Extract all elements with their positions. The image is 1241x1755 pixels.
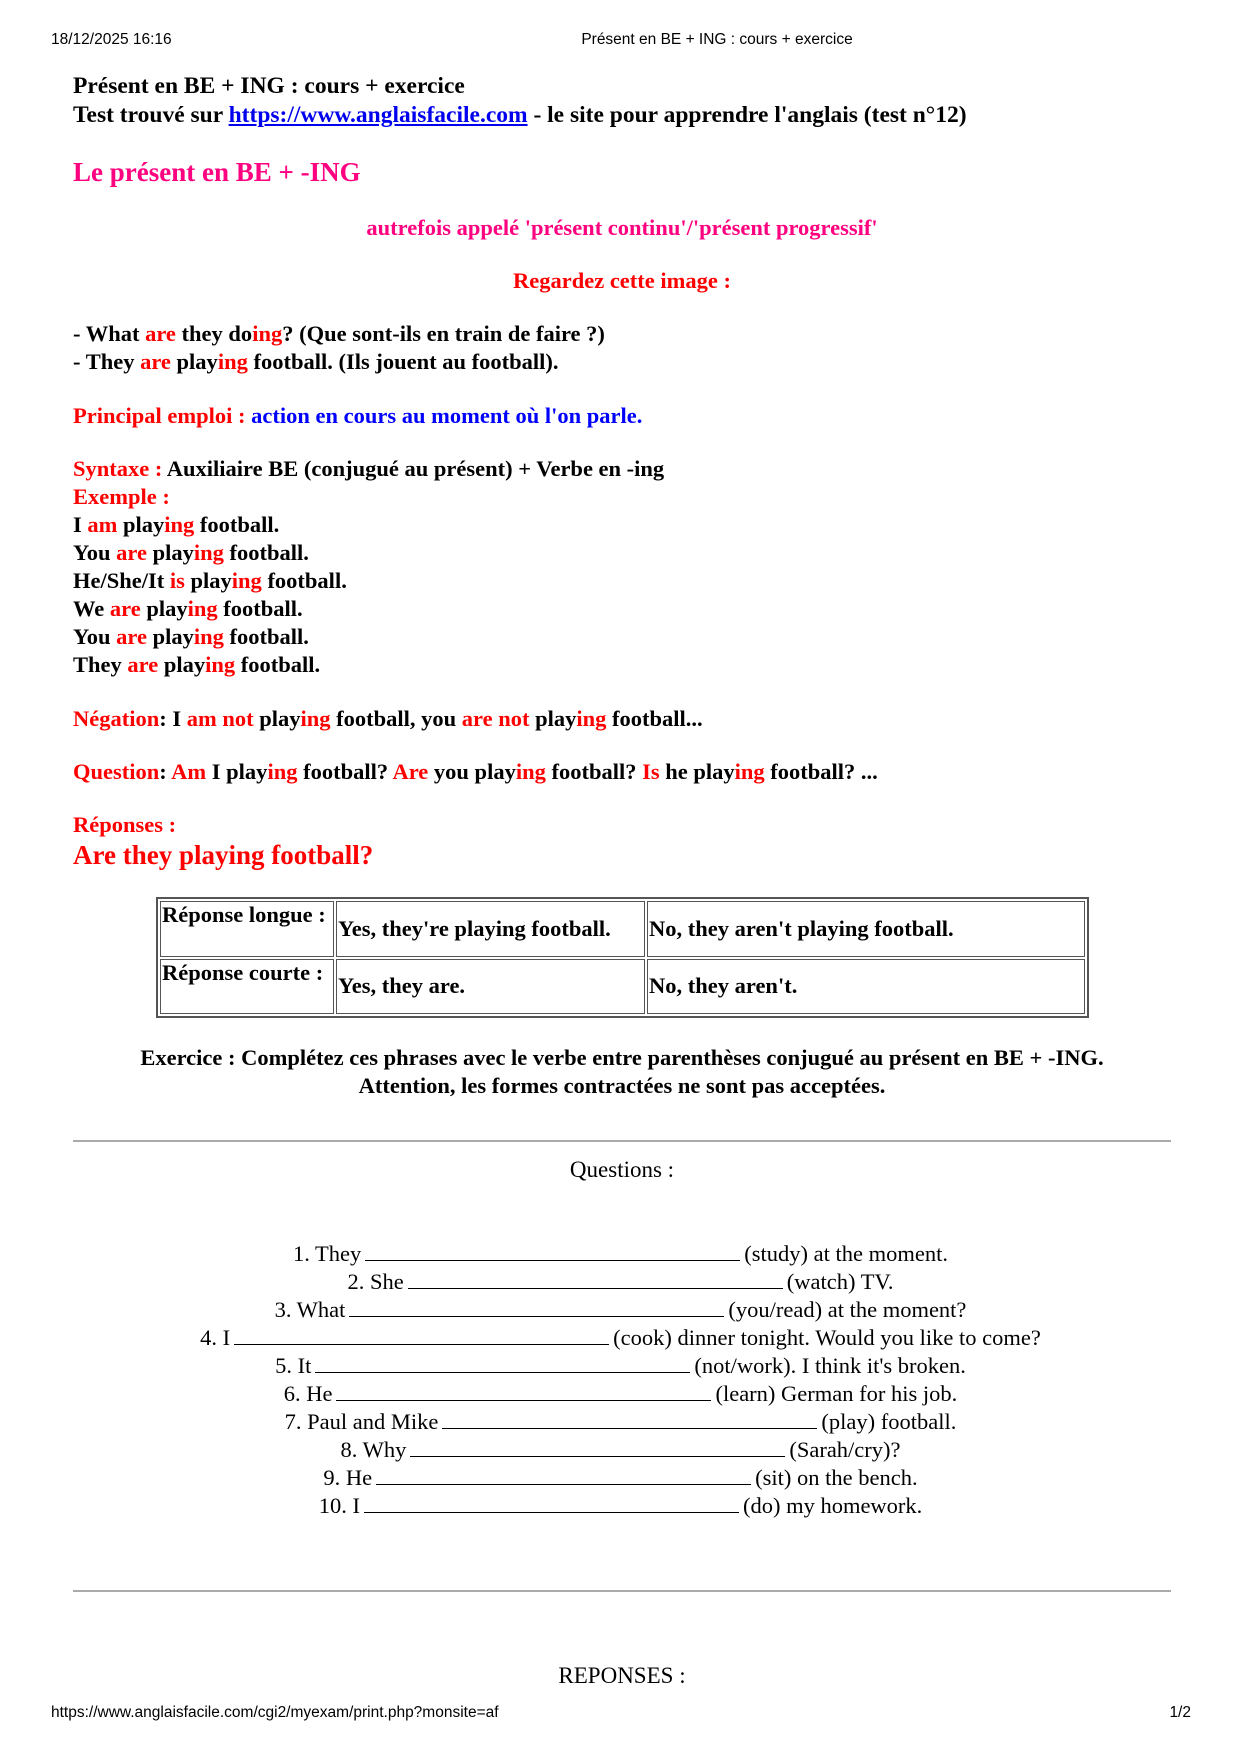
text-segment: - What	[73, 321, 146, 346]
question-prefix: 2. She	[347, 1269, 404, 1294]
usage-text: action en cours au moment où l'on parle.	[251, 403, 643, 428]
answer-blank[interactable]	[364, 1492, 739, 1513]
intro-title: Présent en BE + ING : cours + exercice	[73, 73, 465, 99]
text-segment: You	[73, 624, 117, 649]
question-suffix: (play) football.	[821, 1409, 957, 1434]
text-segment: play	[146, 540, 194, 565]
page-number: 1/2	[1169, 1704, 1191, 1721]
question-item	[0, 1268, 1241, 1296]
answers-question: Are they playing football?	[73, 840, 374, 870]
question-prefix: 10. I	[318, 1493, 360, 1518]
intro	[73, 72, 967, 130]
question-suffix: (learn) German for his job.	[715, 1381, 958, 1406]
question-item	[0, 1380, 1241, 1408]
text-segment: you play	[428, 759, 516, 784]
text-segment: You	[73, 540, 117, 565]
table-cell: No, they aren't.	[647, 959, 1085, 1015]
image-label: Regardez cette image :	[512, 268, 731, 293]
question-item	[0, 1492, 1241, 1520]
text-segment: are	[140, 349, 171, 374]
syntax-label: Syntaxe :	[73, 456, 167, 481]
exercise-line-1: Exercice : Complétez ces phrases avec le verbe entre parenthèses conjugué au présent en BE + -ING.	[140, 1045, 1104, 1070]
text-segment: football. (Ils jouent au football).	[247, 349, 559, 374]
text-segment: ing	[515, 759, 546, 784]
example-line	[73, 651, 664, 679]
text-segment: ing	[300, 706, 331, 731]
text-segment: Am	[171, 759, 207, 784]
syntax-text: Auxiliaire BE (conjugué au présent) + Verbe en -ing	[166, 456, 665, 481]
text-segment: football.	[261, 568, 347, 593]
text-segment: they do	[175, 321, 253, 346]
text-segment: football.	[223, 540, 309, 565]
text-segment: am not	[186, 706, 254, 731]
text-segment: I play	[206, 759, 268, 784]
text-segment: ing	[252, 321, 283, 346]
text-segment: football.	[217, 596, 303, 621]
text-segment: play	[184, 568, 232, 593]
question-item	[0, 1436, 1241, 1464]
intro-found-suffix: - le site pour apprendre l'anglais (test n°12)	[527, 102, 967, 128]
text-segment: play	[529, 706, 577, 731]
answer-blank[interactable]	[349, 1296, 724, 1317]
text-segment: ? (Que sont-ils en train de faire ?)	[282, 321, 605, 346]
text-segment: is	[169, 568, 185, 593]
divider	[73, 1140, 1171, 1142]
question-prefix: 8. Why	[340, 1437, 407, 1462]
text-segment: football.	[194, 512, 280, 537]
example-line	[73, 511, 664, 539]
print-datetime: 18/12/2025 16:16	[51, 31, 172, 48]
text-segment: are	[116, 540, 147, 565]
answer-blank[interactable]	[408, 1268, 783, 1289]
usage-label: Principal emploi :	[73, 403, 252, 428]
text-segment: ing	[187, 596, 218, 621]
question-item	[0, 1296, 1241, 1324]
questions-heading: Questions :	[569, 1157, 675, 1182]
question-item	[0, 1240, 1241, 1268]
text-segment: play	[170, 349, 218, 374]
question-prefix: 6. He	[283, 1381, 333, 1406]
answer-blank[interactable]	[376, 1464, 751, 1485]
question-suffix: (not/work). I think it's broken.	[694, 1353, 966, 1378]
example-line	[73, 595, 664, 623]
text-segment: ing	[734, 759, 765, 784]
usage	[73, 402, 642, 430]
lesson-subtitle: autrefois appelé 'présent continu'/'présent progressif'	[366, 215, 878, 240]
question-prefix: 7. Paul and Mike	[284, 1409, 439, 1434]
answer-blank[interactable]	[442, 1408, 817, 1429]
text-segment: He/She/It	[73, 568, 170, 593]
lesson-heading: Le présent en BE + -ING	[73, 157, 361, 187]
question-suffix: (watch) TV.	[786, 1269, 894, 1294]
answer-blank[interactable]	[410, 1436, 785, 1457]
answer-blank[interactable]	[315, 1352, 690, 1373]
text-segment: - They	[73, 349, 141, 374]
text-segment: Are	[392, 759, 429, 784]
question-prefix: 3. What	[274, 1297, 346, 1322]
text-segment: am	[87, 512, 118, 537]
question-suffix: (you/read) at the moment?	[728, 1297, 967, 1322]
question-item	[0, 1464, 1241, 1492]
intro-found-prefix: Test trouvé sur	[73, 102, 229, 128]
question-prefix: 4. I	[200, 1325, 231, 1350]
table-row	[160, 901, 1085, 957]
text-segment: play	[158, 652, 206, 677]
table-cell: Yes, they are.	[336, 959, 645, 1015]
question-prefix: 9. He	[323, 1465, 373, 1490]
text-segment: ing	[193, 624, 224, 649]
text-segment: : I	[159, 706, 187, 731]
dialog-line	[73, 348, 605, 376]
answers-table	[156, 897, 1089, 1018]
table-cell: Réponse courte :	[160, 959, 334, 1015]
text-segment: play	[117, 512, 165, 537]
question-suffix: (Sarah/cry)?	[789, 1437, 901, 1462]
question-form	[73, 758, 878, 786]
exercise-line-2: Attention, les formes contractées ne sont pas acceptées.	[358, 1073, 886, 1098]
text-segment: Is	[642, 759, 660, 784]
text-segment: They	[73, 652, 128, 677]
table-cell: No, they aren't playing football.	[647, 901, 1085, 957]
negation	[73, 705, 703, 733]
answers-heading: REPONSES :	[558, 1663, 686, 1688]
text-segment: ing	[205, 652, 236, 677]
text-segment: ing	[217, 349, 248, 374]
example-label: Exemple :	[73, 484, 170, 509]
text-segment: ing	[267, 759, 298, 784]
text-segment: :	[159, 759, 172, 784]
syntax-block	[73, 455, 664, 679]
examples-list	[73, 511, 664, 679]
table-row	[160, 959, 1085, 1015]
table-cell: Yes, they're playing football.	[336, 901, 645, 957]
text-segment: football?	[545, 759, 643, 784]
text-segment: football? ...	[764, 759, 878, 784]
text-segment: football, you	[330, 706, 462, 731]
text-segment: are	[109, 596, 141, 621]
text-segment: play	[140, 596, 188, 621]
dialog-line	[73, 320, 605, 348]
example-line	[73, 567, 664, 595]
text-segment: ing	[231, 568, 262, 593]
question-prefix: 1. They	[292, 1241, 362, 1266]
question-prefix: 5. It	[275, 1353, 312, 1378]
answer-blank[interactable]	[336, 1380, 711, 1401]
text-segment: are	[145, 321, 176, 346]
text-segment: he play	[659, 759, 735, 784]
question-suffix: (sit) on the bench.	[755, 1465, 918, 1490]
print-url: https://www.anglaisfacile.com/cgi2/myexam/print.php?monsite=af	[51, 1704, 499, 1721]
question-item	[0, 1352, 1241, 1380]
question-suffix: (do) my homework.	[742, 1493, 923, 1518]
table-cell: Réponse longue :	[160, 901, 334, 957]
question-suffix: (cook) dinner tonight. Would you like to come?	[613, 1325, 1041, 1350]
text-segment: play	[146, 624, 194, 649]
text-segment: We	[73, 596, 110, 621]
question-suffix: (study) at the moment.	[744, 1241, 949, 1266]
divider	[73, 1590, 1171, 1592]
example-line	[73, 623, 664, 651]
answer-blank[interactable]	[234, 1324, 609, 1345]
question-item	[0, 1324, 1241, 1352]
answers-label: Réponses :	[73, 812, 177, 837]
text-segment: football.	[223, 624, 309, 649]
text-segment: are	[116, 624, 147, 649]
text-segment: football.	[235, 652, 321, 677]
exercise-instructions	[0, 1044, 1241, 1100]
print-title: Présent en BE + ING : cours + exercice	[581, 31, 853, 48]
text-segment: play	[253, 706, 301, 731]
text-segment: are not	[461, 706, 530, 731]
answer-blank[interactable]	[365, 1240, 740, 1261]
site-link[interactable]: https://www.anglaisfacile.com	[228, 102, 528, 128]
text-segment: football...	[606, 706, 703, 731]
text-segment: ing	[576, 706, 607, 731]
example-line	[73, 539, 664, 567]
dialog	[73, 320, 605, 376]
text-segment: Question	[73, 759, 160, 784]
text-segment: I	[73, 512, 88, 537]
text-segment: ing	[193, 540, 224, 565]
text-segment: football?	[297, 759, 393, 784]
text-segment: ing	[164, 512, 195, 537]
text-segment: are	[127, 652, 159, 677]
question-item	[0, 1408, 1241, 1436]
text-segment: Négation	[73, 706, 160, 731]
